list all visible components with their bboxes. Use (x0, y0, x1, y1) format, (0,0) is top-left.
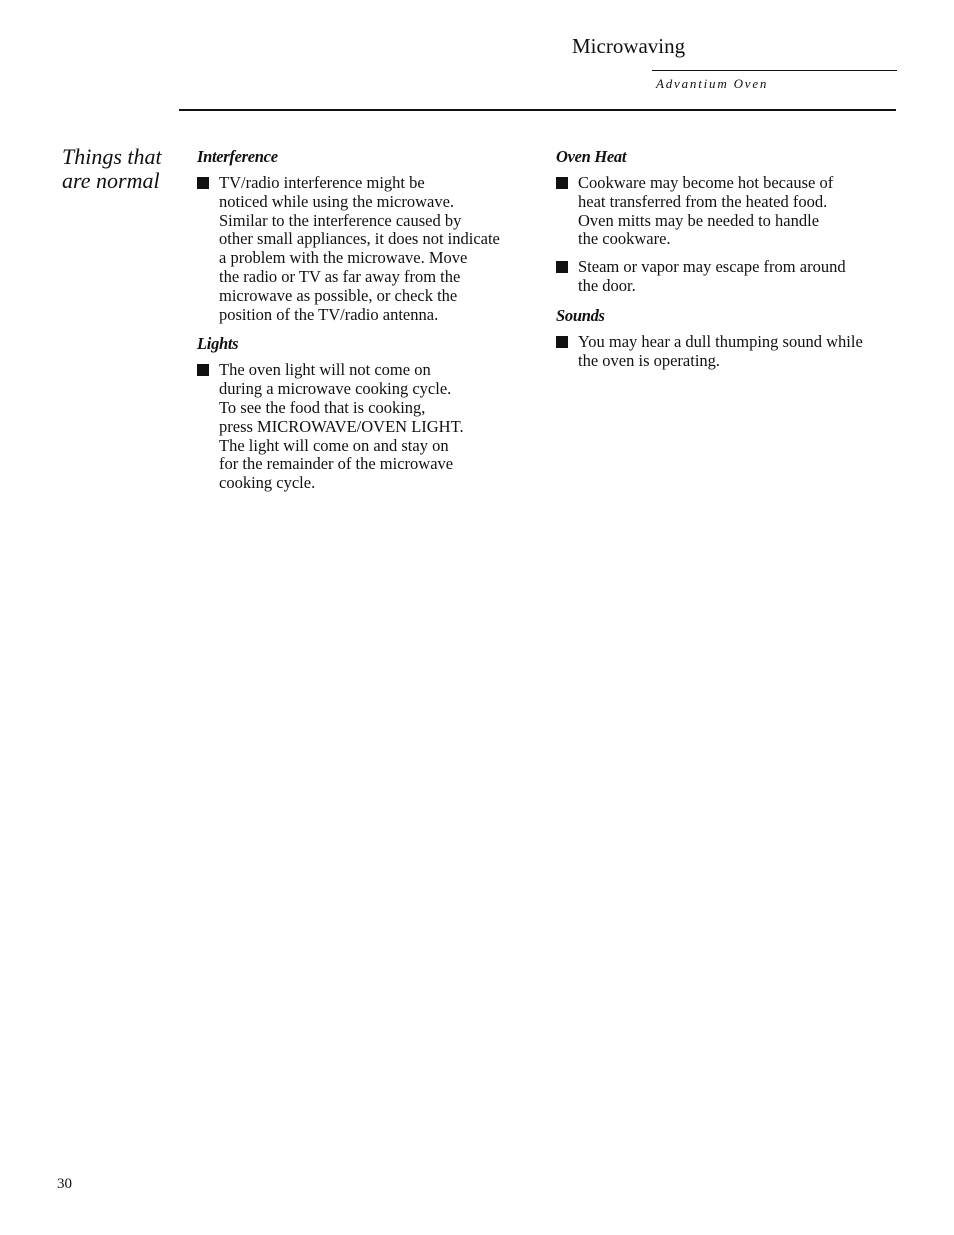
list-item (556, 333, 901, 371)
subheading-oven-heat: Oven Heat (556, 147, 627, 166)
subheading-interference: Interference (197, 147, 278, 166)
left-column (197, 146, 539, 502)
page-header-subtitle: Advantium Oven (656, 76, 769, 91)
list-item-text: Steam or vapor may escape from around the door. (578, 257, 846, 295)
group-sounds (556, 305, 901, 371)
square-bullet-icon (556, 336, 568, 348)
subheading-lights: Lights (197, 334, 239, 354)
list-item (556, 258, 901, 296)
section-title: Things that are normal (62, 144, 162, 193)
list-item (197, 174, 539, 324)
header-divider-short (652, 70, 897, 71)
list-item (556, 174, 901, 249)
list-item-text: You may hear a dull thumping sound while the oven is operating. (578, 331, 863, 370)
page-number: 30 (57, 1176, 72, 1192)
subheading-sounds: Sounds (556, 305, 605, 325)
list-item-text: Cookware may become hot because of heat transferred from the heated food. Oven mitts may be needed to handle the cookware. (578, 173, 834, 249)
list-item-text: The oven light will not come on during a microwave cooking cycle. To see the food that is cooking, press MICROWAVE/OVEN LIGHT. The light will come on and stay on for the remainder of the microwave cooking cycle. (219, 360, 464, 493)
square-bullet-icon (197, 177, 209, 189)
right-column (556, 146, 901, 379)
group-interference (197, 146, 539, 324)
group-oven-heat (556, 146, 901, 296)
list-item (197, 361, 539, 493)
square-bullet-icon (197, 364, 209, 376)
page-header-title: Microwaving (572, 34, 686, 58)
square-bullet-icon (556, 177, 568, 189)
group-lights (197, 333, 539, 493)
square-bullet-icon (556, 261, 568, 273)
header-divider-long (179, 109, 896, 111)
list-item-text: TV/radio interference might be noticed while using the microwave. Similar to the interference caused by other small appliances, it does not indicate a problem with the microwave. Move the radio or TV as far away from the microwave as possible, or check the position of the TV/radio antenna. (219, 173, 500, 324)
